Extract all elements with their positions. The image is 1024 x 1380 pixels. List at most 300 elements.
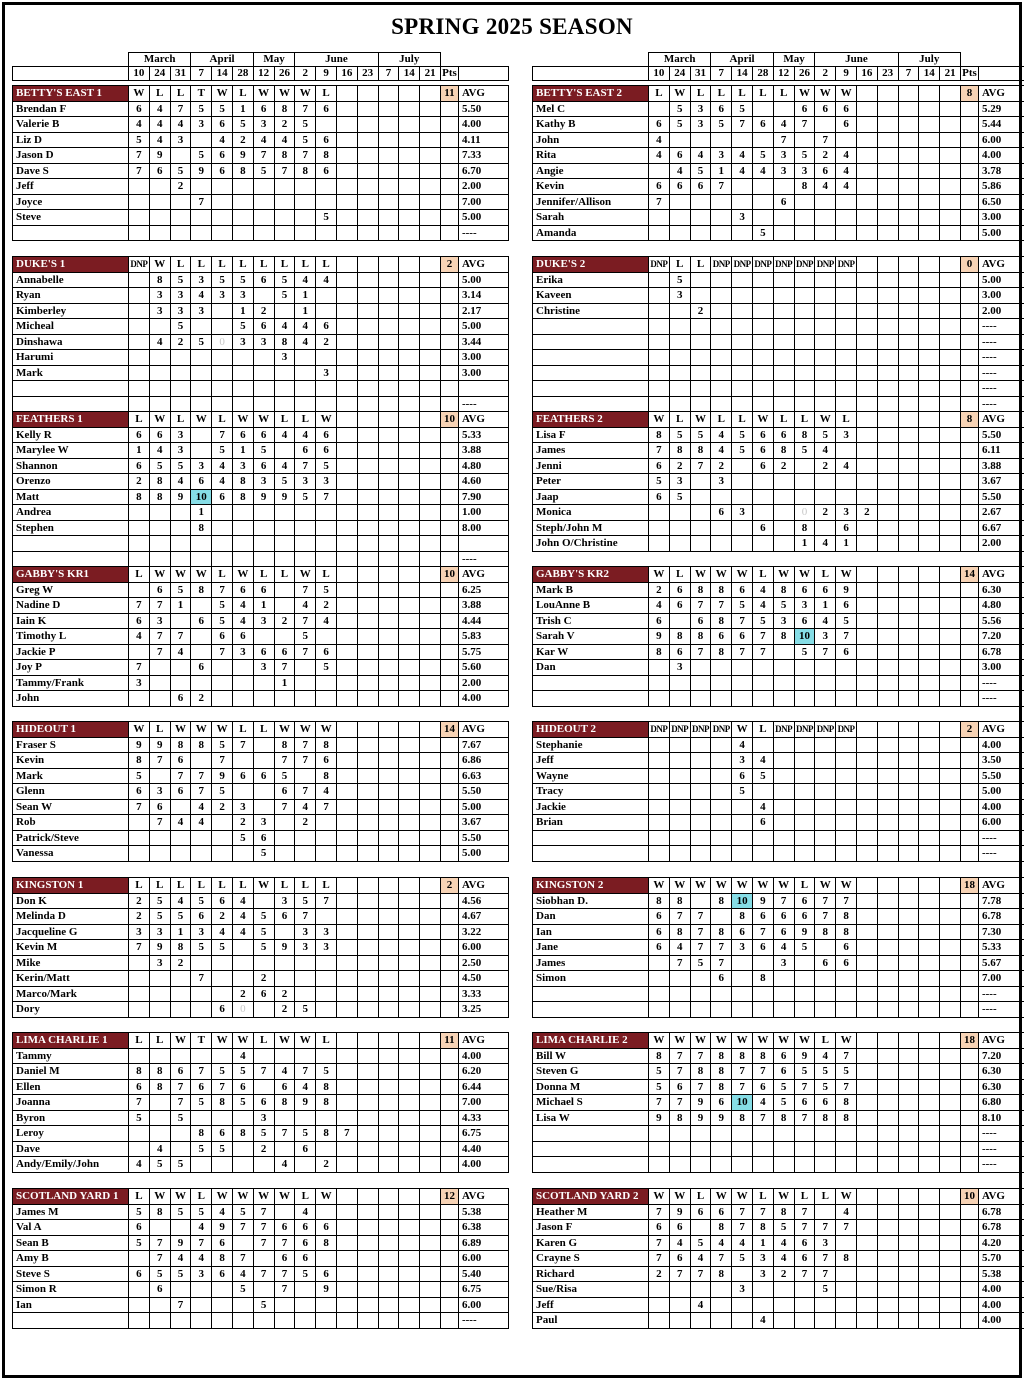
player-score [919, 334, 940, 350]
player-name: Joanna [13, 1095, 129, 1111]
player-score: 5 [170, 582, 191, 598]
player-score: 4 [149, 101, 170, 117]
player-average: 4.20 [978, 1235, 1024, 1251]
player-score [274, 955, 295, 971]
player-score: 7 [274, 1126, 295, 1142]
player-score: 6 [253, 768, 274, 784]
player-score [129, 210, 150, 226]
match-result: L [711, 86, 732, 102]
points-blank [440, 1048, 458, 1064]
player-score [711, 396, 732, 412]
player-score: 5 [773, 1079, 794, 1095]
points-blank [960, 427, 978, 443]
points-blank [440, 505, 458, 521]
player-score [357, 520, 378, 536]
player-score [253, 675, 274, 691]
player-score [877, 1297, 898, 1313]
player-score [378, 846, 399, 862]
match-result: W [274, 1189, 295, 1205]
player-name: Ryan [13, 288, 129, 304]
player-score [316, 986, 337, 1002]
player-score: 3 [253, 613, 274, 629]
player-score [316, 225, 337, 241]
player-score [170, 396, 191, 412]
player-score: 6 [711, 1095, 732, 1111]
match-result [919, 1189, 940, 1205]
player-score: 7 [191, 1064, 212, 1080]
player-score [232, 194, 253, 210]
points-blank [440, 1141, 458, 1157]
player-score: 6 [274, 644, 295, 660]
player-score [856, 660, 877, 676]
player-score [649, 520, 670, 536]
player-score: 8 [669, 924, 690, 940]
player-name: Lisa W [533, 1110, 649, 1126]
player-score [420, 148, 441, 164]
player-score [773, 691, 794, 707]
player-score [794, 474, 815, 490]
player-score [669, 1141, 690, 1157]
avg-header: AVG [458, 567, 508, 583]
player-score [336, 427, 357, 443]
player-score: 6 [129, 1079, 150, 1095]
player-score [378, 815, 399, 831]
player-score: 3 [191, 924, 212, 940]
match-result: W [212, 1189, 233, 1205]
player-score [940, 1235, 961, 1251]
player-score: 7 [815, 1220, 836, 1236]
player-score: 6 [773, 194, 794, 210]
player-name: Jennifer/Allison [533, 194, 649, 210]
player-score [711, 1126, 732, 1142]
player-row [533, 598, 1024, 614]
points-blank [440, 1282, 458, 1298]
match-result: L [669, 567, 690, 583]
player-score [919, 1157, 940, 1173]
player-average: 4.50 [458, 971, 508, 987]
player-score [815, 940, 836, 956]
player-score: 8 [129, 1064, 150, 1080]
player-score [357, 458, 378, 474]
player-score [420, 1313, 441, 1329]
player-score [316, 830, 337, 846]
player-score [149, 971, 170, 987]
match-result [399, 1033, 420, 1049]
date-label: 14 [919, 67, 940, 81]
player-row [533, 582, 1024, 598]
player-score [898, 971, 919, 987]
player-score [649, 272, 670, 288]
player-score [357, 1157, 378, 1173]
player-score: 6 [836, 520, 857, 536]
player-score [357, 1220, 378, 1236]
player-score: 8 [752, 1220, 773, 1236]
player-score [420, 940, 441, 956]
player-score [420, 489, 441, 505]
player-score [940, 1313, 961, 1329]
player-row [13, 132, 509, 148]
player-average: 5.00 [458, 210, 508, 226]
player-score: 6 [274, 1251, 295, 1267]
player-score: 5 [316, 660, 337, 676]
player-row [533, 132, 1024, 148]
player-score [690, 225, 711, 241]
points-blank [960, 1282, 978, 1298]
player-score: 3 [170, 288, 191, 304]
player-score: 8 [732, 1110, 753, 1126]
player-score: 6 [711, 971, 732, 987]
player-score [649, 319, 670, 335]
player-score [773, 1126, 794, 1142]
points-blank [960, 505, 978, 521]
player-score [295, 846, 316, 862]
player-score: 4 [752, 163, 773, 179]
player-score [877, 225, 898, 241]
match-result: L [253, 722, 274, 738]
player-score [773, 846, 794, 862]
player-score [856, 784, 877, 800]
player-score [877, 319, 898, 335]
player-score: 6 [232, 427, 253, 443]
player-row [533, 536, 1024, 552]
player-score [212, 551, 233, 567]
player-score [669, 536, 690, 552]
player-score: 7 [149, 598, 170, 614]
points-blank [440, 598, 458, 614]
match-result: L [149, 878, 170, 894]
player-score [690, 381, 711, 397]
player-score [649, 350, 670, 366]
player-score [940, 474, 961, 490]
player-score [898, 1141, 919, 1157]
player-score [898, 225, 919, 241]
player-score [856, 1220, 877, 1236]
player-score [336, 334, 357, 350]
player-score [253, 1282, 274, 1298]
player-score [649, 101, 670, 117]
player-name: Lisa F [533, 427, 649, 443]
team-header-row [13, 1189, 509, 1205]
player-score [940, 1204, 961, 1220]
player-row [13, 830, 509, 846]
avg-header: AVG [978, 412, 1024, 428]
match-result: W [191, 412, 212, 428]
player-score [274, 536, 295, 552]
player-score [836, 1297, 857, 1313]
player-score [836, 194, 857, 210]
match-result: T [191, 86, 212, 102]
player-score: 5 [253, 1126, 274, 1142]
match-result: DNP [732, 257, 753, 273]
player-score [815, 225, 836, 241]
player-name: Jackie [533, 799, 649, 815]
player-row [533, 924, 1024, 940]
player-score: 4 [649, 148, 670, 164]
player-score [212, 194, 233, 210]
player-score: 5 [690, 1235, 711, 1251]
player-score: 7 [212, 644, 233, 660]
player-score: 5 [669, 489, 690, 505]
player-score: 4 [815, 443, 836, 459]
match-result: W [836, 878, 857, 894]
points-blank [960, 474, 978, 490]
player-average: 2.00 [978, 536, 1024, 552]
player-score: 7 [253, 1266, 274, 1282]
match-result: W [732, 878, 753, 894]
team-points: 14 [440, 722, 458, 738]
match-result: L [295, 1189, 316, 1205]
player-score [794, 1126, 815, 1142]
player-score [336, 753, 357, 769]
player-score: 5 [232, 117, 253, 133]
player-score [649, 163, 670, 179]
player-score [357, 909, 378, 925]
player-row [13, 1282, 509, 1298]
player-score: 5 [191, 1095, 212, 1111]
player-score [357, 830, 378, 846]
player-score [856, 443, 877, 459]
player-score [877, 1313, 898, 1329]
match-result [856, 878, 877, 894]
player-score [752, 846, 773, 862]
player-score [856, 971, 877, 987]
player-score: 6 [274, 784, 295, 800]
player-score [378, 924, 399, 940]
points-blank [960, 660, 978, 676]
player-score: 7 [690, 598, 711, 614]
match-result: L [794, 878, 815, 894]
player-score [773, 350, 794, 366]
player-score [357, 319, 378, 335]
player-score [295, 381, 316, 397]
player-score [399, 1048, 420, 1064]
player-score [752, 179, 773, 195]
player-score [274, 629, 295, 645]
player-name: Sean W [13, 799, 129, 815]
player-score [690, 893, 711, 909]
player-score [336, 381, 357, 397]
player-score: 8 [669, 629, 690, 645]
player-score: 4 [773, 117, 794, 133]
player-score: 3 [815, 1235, 836, 1251]
player-score [898, 1095, 919, 1111]
match-result: W [752, 1033, 773, 1049]
player-name: Mike [13, 955, 129, 971]
player-score [919, 1095, 940, 1111]
points-blank [960, 381, 978, 397]
points-blank [960, 163, 978, 179]
player-score: 8 [815, 924, 836, 940]
player-score: 6 [669, 1220, 690, 1236]
player-score: 8 [690, 443, 711, 459]
player-score [690, 288, 711, 304]
player-score: 5 [129, 1204, 150, 1220]
player-score [191, 955, 212, 971]
player-score: 5 [191, 940, 212, 956]
player-score: 4 [815, 536, 836, 552]
player-score [773, 784, 794, 800]
player-score [316, 1110, 337, 1126]
player-score [898, 644, 919, 660]
player-score [690, 1126, 711, 1142]
player-score [836, 1141, 857, 1157]
player-row [533, 474, 1024, 490]
player-score [752, 660, 773, 676]
player-score [170, 799, 191, 815]
month-label: March [649, 53, 711, 67]
player-score [732, 179, 753, 195]
team-table [532, 1188, 1024, 1329]
player-score [898, 101, 919, 117]
player-score [232, 753, 253, 769]
player-score [399, 955, 420, 971]
team-table [12, 1188, 509, 1329]
player-score: 8 [690, 1064, 711, 1080]
player-score [940, 1002, 961, 1018]
player-score: 2 [129, 893, 150, 909]
player-score [149, 551, 170, 567]
player-score [357, 893, 378, 909]
player-score [877, 194, 898, 210]
player-average: 3.88 [458, 598, 508, 614]
player-score [898, 272, 919, 288]
player-score [253, 1048, 274, 1064]
player-score: 6 [316, 753, 337, 769]
player-score [898, 629, 919, 645]
player-score [794, 753, 815, 769]
player-score [856, 1313, 877, 1329]
player-score: 5 [253, 1297, 274, 1313]
player-score [649, 660, 670, 676]
player-score: 7 [752, 1204, 773, 1220]
player-score [815, 799, 836, 815]
player-score [274, 582, 295, 598]
player-score [898, 784, 919, 800]
player-score: 6 [316, 644, 337, 660]
player-score [212, 365, 233, 381]
player-score [919, 799, 940, 815]
player-score [877, 613, 898, 629]
player-row [13, 489, 509, 505]
player-row [533, 1282, 1024, 1298]
player-score [898, 1235, 919, 1251]
player-score [357, 924, 378, 940]
player-row [13, 551, 509, 567]
player-score [669, 799, 690, 815]
player-score: 5 [732, 1251, 753, 1267]
player-score: 4 [669, 1235, 690, 1251]
player-score [794, 1141, 815, 1157]
player-average: 5.50 [458, 830, 508, 846]
month-label: May [773, 53, 815, 67]
points-blank [960, 319, 978, 335]
player-score [940, 381, 961, 397]
player-score [711, 194, 732, 210]
match-result [336, 86, 357, 102]
player-score: 6 [773, 1064, 794, 1080]
player-average: 6.00 [458, 1251, 508, 1267]
match-result: L [191, 878, 212, 894]
player-average: 4.80 [458, 458, 508, 474]
player-score [378, 1141, 399, 1157]
player-score: 4 [212, 458, 233, 474]
player-row [533, 1002, 1024, 1018]
player-average: 2.67 [978, 505, 1024, 521]
player-score [815, 1313, 836, 1329]
player-score: 6 [129, 101, 150, 117]
player-score [940, 319, 961, 335]
match-result: L [316, 86, 337, 102]
player-average: 5.00 [978, 784, 1024, 800]
player-score: 6 [794, 893, 815, 909]
team-header-row [533, 86, 1024, 102]
player-score [856, 520, 877, 536]
player-score [357, 799, 378, 815]
match-result [898, 412, 919, 428]
player-name: Sarah [533, 210, 649, 226]
player-average: 6.50 [978, 194, 1024, 210]
player-name [533, 691, 649, 707]
player-name: Karen G [533, 1235, 649, 1251]
player-score [357, 1095, 378, 1111]
player-score [232, 955, 253, 971]
player-score [773, 1157, 794, 1173]
player-score: 3 [232, 644, 253, 660]
player-score [149, 1095, 170, 1111]
player-name: Kevin [13, 753, 129, 769]
player-average: 6.00 [978, 132, 1024, 148]
player-score [898, 1313, 919, 1329]
player-score [336, 350, 357, 366]
player-average: 5.00 [458, 799, 508, 815]
player-score [773, 396, 794, 412]
date-label: 2 [295, 67, 316, 81]
player-score [898, 955, 919, 971]
player-row [533, 1157, 1024, 1173]
player-score: 2 [669, 458, 690, 474]
player-score: 3 [711, 148, 732, 164]
player-score: 6 [815, 1095, 836, 1111]
player-score: 2 [253, 303, 274, 319]
player-score [212, 303, 233, 319]
player-score [316, 1204, 337, 1220]
player-name: Dory [13, 1002, 129, 1018]
match-result: W [649, 412, 670, 428]
player-score: 5 [170, 272, 191, 288]
match-result [919, 257, 940, 273]
player-row [13, 675, 509, 691]
date-label: 7 [711, 67, 732, 81]
player-score [378, 986, 399, 1002]
player-average: ---- [978, 396, 1024, 412]
player-score [773, 319, 794, 335]
match-result: W [129, 86, 150, 102]
player-score [856, 101, 877, 117]
player-name: Orenzo [13, 474, 129, 490]
player-row [533, 629, 1024, 645]
player-score [856, 1048, 877, 1064]
player-score [919, 1126, 940, 1142]
player-score [940, 458, 961, 474]
player-row [13, 474, 509, 490]
player-score [378, 148, 399, 164]
player-score: 5 [295, 132, 316, 148]
avg-header: AVG [978, 722, 1024, 738]
player-score [357, 350, 378, 366]
player-average: 6.89 [458, 1235, 508, 1251]
player-score [856, 365, 877, 381]
player-score: 3 [836, 427, 857, 443]
